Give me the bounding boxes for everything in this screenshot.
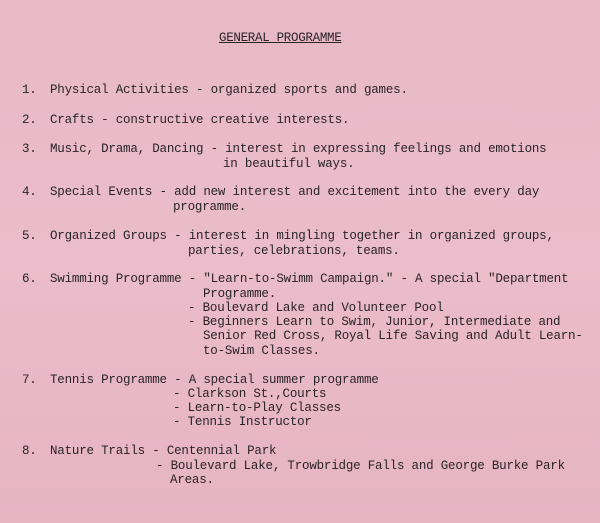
item-text: parties, celebrations, teams. bbox=[188, 244, 400, 258]
page-title: GENERAL PROGRAMME bbox=[219, 31, 342, 45]
item-number: 4. bbox=[22, 185, 37, 199]
item-text: - Boulevard Lake and Volunteer Pool bbox=[188, 301, 444, 315]
item-text: Physical Activities - organized sports and games. bbox=[50, 83, 408, 97]
item-number: 1. bbox=[22, 83, 37, 97]
item-text: Senior Red Cross, Royal Life Saving and Adult Learn- bbox=[203, 329, 583, 343]
item-text: - Boulevard Lake, Trowbridge Falls and George Burke Park bbox=[156, 459, 565, 473]
item-text: - Tennis Instructor bbox=[173, 415, 312, 429]
item-number: 7. bbox=[22, 373, 37, 387]
item-number: 8. bbox=[22, 444, 37, 458]
item-number: 5. bbox=[22, 229, 37, 243]
item-text: Swimming Programme - "Learn-to-Swimm Campaign." - A special "Department bbox=[50, 272, 569, 286]
item-text: - Learn-to-Play Classes bbox=[173, 401, 341, 415]
item-text: in beautiful ways. bbox=[223, 157, 355, 171]
item-text: Music, Drama, Dancing - interest in expressing feelings and emotions bbox=[50, 142, 547, 156]
item-text: Nature Trails - Centennial Park bbox=[50, 444, 277, 458]
item-number: 6. bbox=[22, 272, 37, 286]
item-text: Organized Groups - interest in mingling together in organized groups, bbox=[50, 229, 554, 243]
item-number: 2. bbox=[22, 113, 37, 127]
item-text: Crafts - constructive creative interests. bbox=[50, 113, 350, 127]
item-text: Special Events - add new interest and excitement into the every day bbox=[50, 185, 540, 199]
item-text: - Beginners Learn to Swim, Junior, Intermediate and bbox=[188, 315, 561, 329]
item-text: Areas. bbox=[170, 473, 214, 487]
item-number: 3. bbox=[22, 142, 37, 156]
item-text: Tennis Programme - A special summer programme bbox=[50, 373, 379, 387]
item-text: programme. bbox=[173, 200, 247, 214]
item-text: Programme. bbox=[203, 287, 277, 301]
item-text: to-Swim Classes. bbox=[203, 344, 320, 358]
item-text: - Clarkson St.,Courts bbox=[173, 387, 327, 401]
